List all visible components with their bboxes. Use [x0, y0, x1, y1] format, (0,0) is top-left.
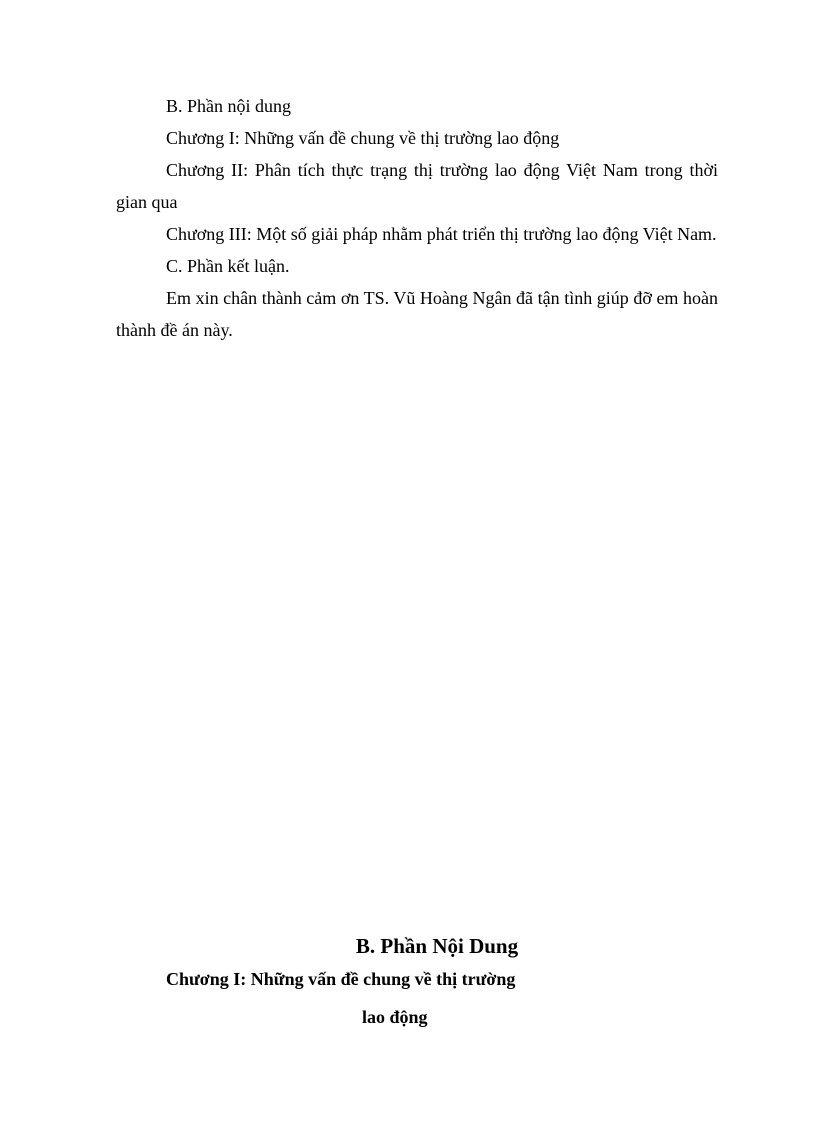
paragraph-chapter-3: Chương III: Một số giải pháp nhằm phát triển thị trường lao động Việt Nam. [166, 224, 717, 244]
chapter-title-line-1: Chương I: Những vấn đề chung về thị trường [166, 969, 516, 989]
section-title: B. Phần Nội Dung [355, 934, 519, 958]
chapter-title-line-2: lao động [362, 1007, 428, 1027]
section-heading-block [116, 930, 718, 1030]
paragraph-part-b: B. Phần nội dung [166, 96, 292, 116]
paragraph-chapter-2: Chương II: Phân tích thực trạng thị trường lao động Việt Nam trong thời gian qua [116, 160, 718, 212]
paragraph-part-c: C. Phần kết luận. [166, 256, 290, 276]
paragraph-acknowledgement: Em xin chân thành cảm ơn TS. Vũ Hoàng Ngân đã tận tình giúp đỡ em hoàn thành đề án này. [116, 288, 718, 340]
paragraph-chapter-1: Chương I: Những vấn đề chung về thị trường lao động [166, 128, 560, 148]
body-text [116, 90, 718, 346]
